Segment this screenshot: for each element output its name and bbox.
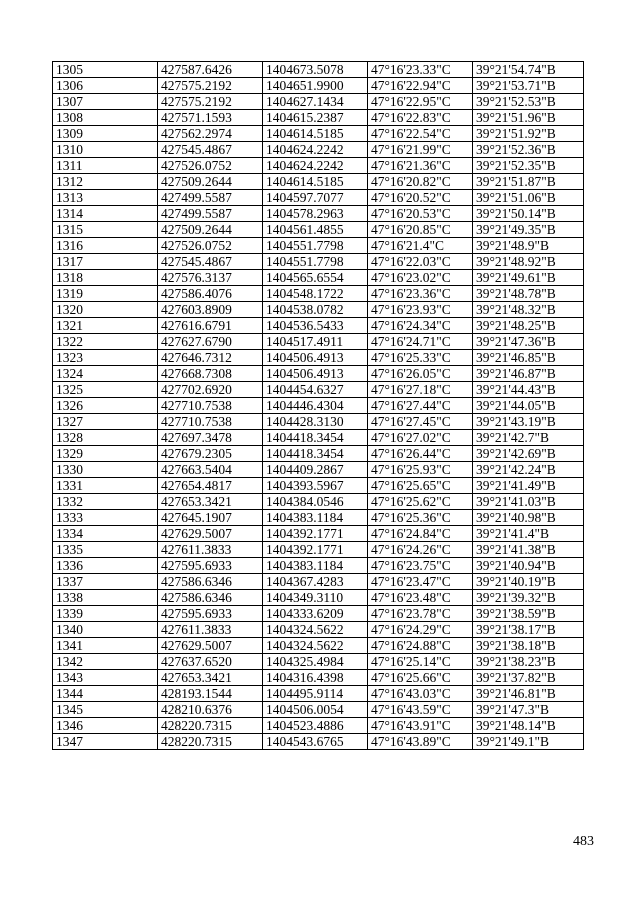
y-coordinate-cell: 1404367.4283 xyxy=(263,574,368,590)
y-coordinate-cell: 1404523.4886 xyxy=(263,718,368,734)
point-number-cell: 1306 xyxy=(53,78,158,94)
table-row xyxy=(53,510,584,526)
table-row xyxy=(53,382,584,398)
latitude-cell: 47°16'22.83"С xyxy=(368,110,473,126)
latitude-cell: 47°16'23.33"С xyxy=(368,62,473,78)
latitude-cell: 47°16'23.47"С xyxy=(368,574,473,590)
point-number-cell: 1346 xyxy=(53,718,158,734)
latitude-cell: 47°16'23.75"С xyxy=(368,558,473,574)
latitude-cell: 47°16'24.26"С xyxy=(368,542,473,558)
y-coordinate-cell: 1404561.4855 xyxy=(263,222,368,238)
point-number-cell: 1340 xyxy=(53,622,158,638)
longitude-cell: 39°21'47.3"В xyxy=(473,702,584,718)
latitude-cell: 47°16'22.94"С xyxy=(368,78,473,94)
table-row xyxy=(53,398,584,414)
longitude-cell: 39°21'46.87"В xyxy=(473,366,584,382)
latitude-cell: 47°16'22.03"С xyxy=(368,254,473,270)
point-number-cell: 1325 xyxy=(53,382,158,398)
y-coordinate-cell: 1404506.0054 xyxy=(263,702,368,718)
point-number-cell: 1314 xyxy=(53,206,158,222)
x-coordinate-cell: 427595.6933 xyxy=(158,606,263,622)
longitude-cell: 39°21'52.35"В xyxy=(473,158,584,174)
coordinates-table-body xyxy=(53,62,584,750)
x-coordinate-cell: 427526.0752 xyxy=(158,238,263,254)
latitude-cell: 47°16'43.91"С xyxy=(368,718,473,734)
longitude-cell: 39°21'48.25"В xyxy=(473,318,584,334)
point-number-cell: 1327 xyxy=(53,414,158,430)
latitude-cell: 47°16'22.54"С xyxy=(368,126,473,142)
longitude-cell: 39°21'41.03"В xyxy=(473,494,584,510)
table-row xyxy=(53,270,584,286)
x-coordinate-cell: 428193.1544 xyxy=(158,686,263,702)
point-number-cell: 1331 xyxy=(53,478,158,494)
table-row xyxy=(53,558,584,574)
longitude-cell: 39°21'53.71"В xyxy=(473,78,584,94)
longitude-cell: 39°21'38.17"В xyxy=(473,622,584,638)
point-number-cell: 1317 xyxy=(53,254,158,270)
table-row xyxy=(53,318,584,334)
x-coordinate-cell: 427603.8909 xyxy=(158,302,263,318)
latitude-cell: 47°16'23.93"С xyxy=(368,302,473,318)
table-row xyxy=(53,126,584,142)
y-coordinate-cell: 1404627.1434 xyxy=(263,94,368,110)
table-row xyxy=(53,350,584,366)
table-row xyxy=(53,286,584,302)
table-row xyxy=(53,494,584,510)
y-coordinate-cell: 1404536.5433 xyxy=(263,318,368,334)
table-row xyxy=(53,222,584,238)
longitude-cell: 39°21'51.96"В xyxy=(473,110,584,126)
point-number-cell: 1337 xyxy=(53,574,158,590)
latitude-cell: 47°16'25.62"С xyxy=(368,494,473,510)
latitude-cell: 47°16'24.84"С xyxy=(368,526,473,542)
latitude-cell: 47°16'25.36"С xyxy=(368,510,473,526)
longitude-cell: 39°21'38.18"В xyxy=(473,638,584,654)
point-number-cell: 1330 xyxy=(53,462,158,478)
point-number-cell: 1312 xyxy=(53,174,158,190)
x-coordinate-cell: 427645.1907 xyxy=(158,510,263,526)
x-coordinate-cell: 427697.3478 xyxy=(158,430,263,446)
y-coordinate-cell: 1404517.4911 xyxy=(263,334,368,350)
x-coordinate-cell: 428220.7315 xyxy=(158,734,263,750)
y-coordinate-cell: 1404383.1184 xyxy=(263,510,368,526)
latitude-cell: 47°16'24.71"С xyxy=(368,334,473,350)
longitude-cell: 39°21'47.36"В xyxy=(473,334,584,350)
latitude-cell: 47°16'43.89"С xyxy=(368,734,473,750)
y-coordinate-cell: 1404615.2387 xyxy=(263,110,368,126)
point-number-cell: 1319 xyxy=(53,286,158,302)
table-row xyxy=(53,206,584,222)
x-coordinate-cell: 427616.6791 xyxy=(158,318,263,334)
table-row xyxy=(53,670,584,686)
y-coordinate-cell: 1404548.1722 xyxy=(263,286,368,302)
table-row xyxy=(53,414,584,430)
y-coordinate-cell: 1404428.3130 xyxy=(263,414,368,430)
x-coordinate-cell: 427653.3421 xyxy=(158,494,263,510)
y-coordinate-cell: 1404383.1184 xyxy=(263,558,368,574)
longitude-cell: 39°21'41.38"В xyxy=(473,542,584,558)
longitude-cell: 39°21'37.82"В xyxy=(473,670,584,686)
table-row xyxy=(53,62,584,78)
x-coordinate-cell: 427587.6426 xyxy=(158,62,263,78)
table-row xyxy=(53,574,584,590)
table-row xyxy=(53,478,584,494)
longitude-cell: 39°21'50.14"В xyxy=(473,206,584,222)
point-number-cell: 1336 xyxy=(53,558,158,574)
point-number-cell: 1332 xyxy=(53,494,158,510)
point-number-cell: 1326 xyxy=(53,398,158,414)
latitude-cell: 47°16'24.88"С xyxy=(368,638,473,654)
latitude-cell: 47°16'20.52"С xyxy=(368,190,473,206)
table-row xyxy=(53,446,584,462)
table-row xyxy=(53,334,584,350)
latitude-cell: 47°16'25.66"С xyxy=(368,670,473,686)
y-coordinate-cell: 1404578.2963 xyxy=(263,206,368,222)
longitude-cell: 39°21'48.14"В xyxy=(473,718,584,734)
table-row xyxy=(53,718,584,734)
longitude-cell: 39°21'48.9"В xyxy=(473,238,584,254)
latitude-cell: 47°16'21.36"С xyxy=(368,158,473,174)
longitude-cell: 39°21'48.32"В xyxy=(473,302,584,318)
longitude-cell: 39°21'52.53"В xyxy=(473,94,584,110)
y-coordinate-cell: 1404543.6765 xyxy=(263,734,368,750)
point-number-cell: 1338 xyxy=(53,590,158,606)
x-coordinate-cell: 428210.6376 xyxy=(158,702,263,718)
latitude-cell: 47°16'27.18"С xyxy=(368,382,473,398)
longitude-cell: 39°21'40.19"В xyxy=(473,574,584,590)
latitude-cell: 47°16'24.34"С xyxy=(368,318,473,334)
y-coordinate-cell: 1404614.5185 xyxy=(263,174,368,190)
x-coordinate-cell: 427576.3137 xyxy=(158,270,263,286)
point-number-cell: 1315 xyxy=(53,222,158,238)
latitude-cell: 47°16'27.45"С xyxy=(368,414,473,430)
latitude-cell: 47°16'27.02"С xyxy=(368,430,473,446)
point-number-cell: 1323 xyxy=(53,350,158,366)
y-coordinate-cell: 1404446.4304 xyxy=(263,398,368,414)
x-coordinate-cell: 427668.7308 xyxy=(158,366,263,382)
table-row xyxy=(53,622,584,638)
x-coordinate-cell: 427653.3421 xyxy=(158,670,263,686)
x-coordinate-cell: 427586.4076 xyxy=(158,286,263,302)
x-coordinate-cell: 427679.2305 xyxy=(158,446,263,462)
x-coordinate-cell: 427629.5007 xyxy=(158,526,263,542)
longitude-cell: 39°21'51.06"В xyxy=(473,190,584,206)
x-coordinate-cell: 428220.7315 xyxy=(158,718,263,734)
point-number-cell: 1342 xyxy=(53,654,158,670)
latitude-cell: 47°16'25.93"С xyxy=(368,462,473,478)
y-coordinate-cell: 1404551.7798 xyxy=(263,238,368,254)
point-number-cell: 1307 xyxy=(53,94,158,110)
x-coordinate-cell: 427611.3833 xyxy=(158,622,263,638)
y-coordinate-cell: 1404384.0546 xyxy=(263,494,368,510)
y-coordinate-cell: 1404316.4398 xyxy=(263,670,368,686)
table-row xyxy=(53,542,584,558)
longitude-cell: 39°21'46.85"В xyxy=(473,350,584,366)
longitude-cell: 39°21'51.92"В xyxy=(473,126,584,142)
longitude-cell: 39°21'44.43"В xyxy=(473,382,584,398)
y-coordinate-cell: 1404538.0782 xyxy=(263,302,368,318)
longitude-cell: 39°21'40.94"В xyxy=(473,558,584,574)
point-number-cell: 1311 xyxy=(53,158,158,174)
y-coordinate-cell: 1404614.5185 xyxy=(263,126,368,142)
longitude-cell: 39°21'38.59"В xyxy=(473,606,584,622)
table-row xyxy=(53,702,584,718)
table-row xyxy=(53,190,584,206)
longitude-cell: 39°21'49.1"В xyxy=(473,734,584,750)
point-number-cell: 1308 xyxy=(53,110,158,126)
x-coordinate-cell: 427646.7312 xyxy=(158,350,263,366)
point-number-cell: 1321 xyxy=(53,318,158,334)
latitude-cell: 47°16'20.82"С xyxy=(368,174,473,190)
x-coordinate-cell: 427499.5587 xyxy=(158,206,263,222)
y-coordinate-cell: 1404418.3454 xyxy=(263,430,368,446)
y-coordinate-cell: 1404324.5622 xyxy=(263,622,368,638)
x-coordinate-cell: 427586.6346 xyxy=(158,574,263,590)
table-row xyxy=(53,94,584,110)
x-coordinate-cell: 427637.6520 xyxy=(158,654,263,670)
x-coordinate-cell: 427575.2192 xyxy=(158,94,263,110)
y-coordinate-cell: 1404506.4913 xyxy=(263,350,368,366)
x-coordinate-cell: 427710.7538 xyxy=(158,414,263,430)
page-number: 483 xyxy=(573,834,594,849)
point-number-cell: 1324 xyxy=(53,366,158,382)
table-row xyxy=(53,686,584,702)
point-number-cell: 1329 xyxy=(53,446,158,462)
y-coordinate-cell: 1404392.1771 xyxy=(263,542,368,558)
x-coordinate-cell: 427545.4867 xyxy=(158,254,263,270)
table-row xyxy=(53,526,584,542)
x-coordinate-cell: 427627.6790 xyxy=(158,334,263,350)
latitude-cell: 47°16'43.03"С xyxy=(368,686,473,702)
table-row xyxy=(53,142,584,158)
table-row xyxy=(53,78,584,94)
table-row xyxy=(53,158,584,174)
y-coordinate-cell: 1404673.5078 xyxy=(263,62,368,78)
point-number-cell: 1334 xyxy=(53,526,158,542)
longitude-cell: 39°21'49.61"В xyxy=(473,270,584,286)
longitude-cell: 39°21'48.78"В xyxy=(473,286,584,302)
y-coordinate-cell: 1404418.3454 xyxy=(263,446,368,462)
point-number-cell: 1316 xyxy=(53,238,158,254)
point-number-cell: 1318 xyxy=(53,270,158,286)
latitude-cell: 47°16'26.05"С xyxy=(368,366,473,382)
table-row xyxy=(53,734,584,750)
longitude-cell: 39°21'41.4"В xyxy=(473,526,584,542)
y-coordinate-cell: 1404565.6554 xyxy=(263,270,368,286)
point-number-cell: 1322 xyxy=(53,334,158,350)
x-coordinate-cell: 427654.4817 xyxy=(158,478,263,494)
latitude-cell: 47°16'23.78"С xyxy=(368,606,473,622)
x-coordinate-cell: 427509.2644 xyxy=(158,222,263,238)
x-coordinate-cell: 427595.6933 xyxy=(158,558,263,574)
latitude-cell: 47°16'24.29"С xyxy=(368,622,473,638)
latitude-cell: 47°16'21.99"С xyxy=(368,142,473,158)
x-coordinate-cell: 427499.5587 xyxy=(158,190,263,206)
longitude-cell: 39°21'51.87"В xyxy=(473,174,584,190)
latitude-cell: 47°16'25.65"С xyxy=(368,478,473,494)
latitude-cell: 47°16'43.59"С xyxy=(368,702,473,718)
point-number-cell: 1320 xyxy=(53,302,158,318)
table-row xyxy=(53,174,584,190)
y-coordinate-cell: 1404324.5622 xyxy=(263,638,368,654)
table-row xyxy=(53,302,584,318)
longitude-cell: 39°21'38.23"В xyxy=(473,654,584,670)
longitude-cell: 39°21'40.98"В xyxy=(473,510,584,526)
latitude-cell: 47°16'23.36"С xyxy=(368,286,473,302)
y-coordinate-cell: 1404454.6327 xyxy=(263,382,368,398)
table-row xyxy=(53,430,584,446)
longitude-cell: 39°21'39.32"В xyxy=(473,590,584,606)
table-row xyxy=(53,366,584,382)
point-number-cell: 1309 xyxy=(53,126,158,142)
x-coordinate-cell: 427562.2974 xyxy=(158,126,263,142)
latitude-cell: 47°16'25.14"С xyxy=(368,654,473,670)
point-number-cell: 1343 xyxy=(53,670,158,686)
longitude-cell: 39°21'41.49"В xyxy=(473,478,584,494)
x-coordinate-cell: 427586.6346 xyxy=(158,590,263,606)
table-row xyxy=(53,254,584,270)
longitude-cell: 39°21'43.19"В xyxy=(473,414,584,430)
table-row xyxy=(53,638,584,654)
point-number-cell: 1339 xyxy=(53,606,158,622)
latitude-cell: 47°16'27.44"С xyxy=(368,398,473,414)
table-row xyxy=(53,654,584,670)
y-coordinate-cell: 1404409.2867 xyxy=(263,462,368,478)
x-coordinate-cell: 427629.5007 xyxy=(158,638,263,654)
x-coordinate-cell: 427663.5404 xyxy=(158,462,263,478)
point-number-cell: 1328 xyxy=(53,430,158,446)
y-coordinate-cell: 1404495.9114 xyxy=(263,686,368,702)
longitude-cell: 39°21'54.74"В xyxy=(473,62,584,78)
x-coordinate-cell: 427509.2644 xyxy=(158,174,263,190)
longitude-cell: 39°21'49.35"В xyxy=(473,222,584,238)
coordinates-table xyxy=(52,61,584,750)
y-coordinate-cell: 1404506.4913 xyxy=(263,366,368,382)
latitude-cell: 47°16'23.02"С xyxy=(368,270,473,286)
point-number-cell: 1344 xyxy=(53,686,158,702)
y-coordinate-cell: 1404392.1771 xyxy=(263,526,368,542)
y-coordinate-cell: 1404597.7077 xyxy=(263,190,368,206)
longitude-cell: 39°21'52.36"В xyxy=(473,142,584,158)
longitude-cell: 39°21'42.69"В xyxy=(473,446,584,462)
point-number-cell: 1347 xyxy=(53,734,158,750)
point-number-cell: 1310 xyxy=(53,142,158,158)
point-number-cell: 1305 xyxy=(53,62,158,78)
y-coordinate-cell: 1404333.6209 xyxy=(263,606,368,622)
table-row xyxy=(53,110,584,126)
latitude-cell: 47°16'23.48"С xyxy=(368,590,473,606)
y-coordinate-cell: 1404624.2242 xyxy=(263,142,368,158)
longitude-cell: 39°21'42.7"В xyxy=(473,430,584,446)
longitude-cell: 39°21'42.24"В xyxy=(473,462,584,478)
y-coordinate-cell: 1404551.7798 xyxy=(263,254,368,270)
latitude-cell: 47°16'25.33"С xyxy=(368,350,473,366)
table-row xyxy=(53,462,584,478)
longitude-cell: 39°21'44.05"В xyxy=(473,398,584,414)
x-coordinate-cell: 427545.4867 xyxy=(158,142,263,158)
table-row xyxy=(53,606,584,622)
point-number-cell: 1345 xyxy=(53,702,158,718)
y-coordinate-cell: 1404325.4984 xyxy=(263,654,368,670)
longitude-cell: 39°21'48.92"В xyxy=(473,254,584,270)
x-coordinate-cell: 427575.2192 xyxy=(158,78,263,94)
latitude-cell: 47°16'26.44"С xyxy=(368,446,473,462)
latitude-cell: 47°16'22.95"С xyxy=(368,94,473,110)
point-number-cell: 1335 xyxy=(53,542,158,558)
point-number-cell: 1313 xyxy=(53,190,158,206)
longitude-cell: 39°21'46.81"В xyxy=(473,686,584,702)
x-coordinate-cell: 427611.3833 xyxy=(158,542,263,558)
x-coordinate-cell: 427710.7538 xyxy=(158,398,263,414)
latitude-cell: 47°16'21.4"С xyxy=(368,238,473,254)
latitude-cell: 47°16'20.53"С xyxy=(368,206,473,222)
point-number-cell: 1341 xyxy=(53,638,158,654)
y-coordinate-cell: 1404349.3110 xyxy=(263,590,368,606)
y-coordinate-cell: 1404393.5967 xyxy=(263,478,368,494)
point-number-cell: 1333 xyxy=(53,510,158,526)
x-coordinate-cell: 427571.1593 xyxy=(158,110,263,126)
latitude-cell: 47°16'20.85"С xyxy=(368,222,473,238)
y-coordinate-cell: 1404651.9900 xyxy=(263,78,368,94)
x-coordinate-cell: 427526.0752 xyxy=(158,158,263,174)
table-row xyxy=(53,590,584,606)
x-coordinate-cell: 427702.6920 xyxy=(158,382,263,398)
y-coordinate-cell: 1404624.2242 xyxy=(263,158,368,174)
table-row xyxy=(53,238,584,254)
